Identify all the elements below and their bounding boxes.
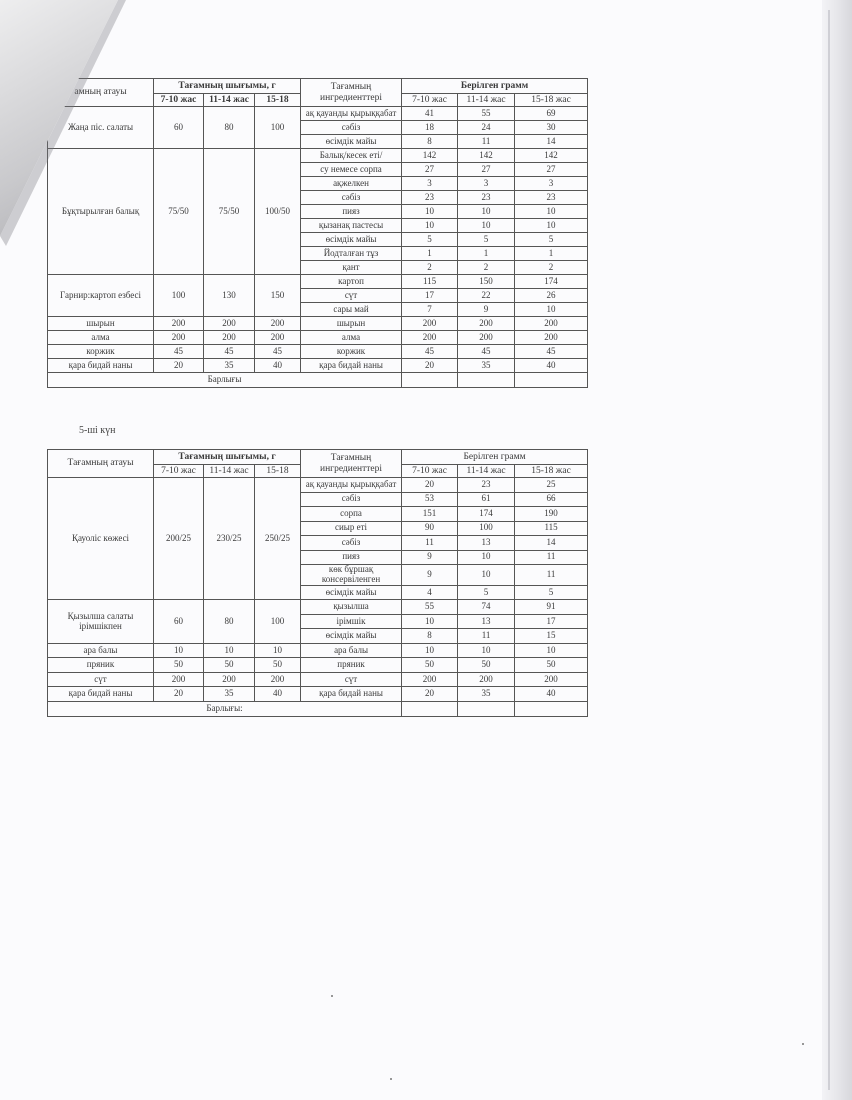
dish-name-cell: сүт [48,672,154,687]
grams-cell: 53 [402,492,458,507]
grams-cell: 200 [402,317,458,331]
ingredient-cell: ақжелкен [301,177,402,191]
grams-cell: 50 [458,658,515,673]
yield-cell: 200 [204,331,255,345]
ingredient-cell: қара бидай наны [301,687,402,702]
ingredient-cell: өсімдік майы [301,135,402,149]
header-ingredients: Тағамның ингредиенттері [301,79,402,107]
grams-cell: 23 [402,191,458,205]
header-age-15-18: 15-18 жас [515,465,588,478]
dish-name-cell: алма [48,331,154,345]
table-row [48,149,588,163]
grams-cell: 11 [515,565,588,586]
grams-cell: 15 [515,629,588,644]
grams-cell: 10 [515,303,588,317]
table-row [48,331,588,345]
yield-cell: 50 [255,658,301,673]
yield-cell: 10 [204,643,255,658]
header-dish-name: амның атауы [48,79,154,107]
ingredient-cell: сары май [301,303,402,317]
grams-cell: 22 [458,289,515,303]
scan-speck [390,1078,392,1080]
ingredient-cell: өсімдік майы [301,629,402,644]
dish-name-cell: Жаңа піс. салаты [48,107,154,149]
grams-cell: 10 [515,643,588,658]
yield-cell: 100 [154,275,204,317]
grams-cell: 174 [458,507,515,522]
grams-cell: 27 [458,163,515,177]
yield-cell: 45 [204,345,255,359]
grams-cell: 10 [458,550,515,565]
grams-cell: 150 [458,275,515,289]
grams-cell: 200 [458,672,515,687]
ingredient-cell: пияз [301,205,402,219]
ingredient-cell: пряник [301,658,402,673]
grams-cell: 1 [515,247,588,261]
yield-cell: 75/50 [204,149,255,275]
yield-cell: 200 [154,317,204,331]
grams-cell: 45 [458,345,515,359]
grams-cell: 200 [515,672,588,687]
ingredient-cell: қызанақ пастесы [301,219,402,233]
grams-cell: 115 [402,275,458,289]
yield-cell: 200 [154,672,204,687]
grams-cell: 9 [402,565,458,586]
grams-cell: 3 [402,177,458,191]
grams-cell: 41 [402,107,458,121]
ingredient-cell: сәбіз [301,536,402,551]
grams-cell: 10 [458,205,515,219]
grams-cell: 45 [402,345,458,359]
dish-name-cell: ара балы [48,643,154,658]
grams-cell: 200 [458,317,515,331]
header-age-11-14: 11-14 жас [458,94,515,107]
grams-cell: 100 [458,521,515,536]
grams-cell: 23 [458,191,515,205]
yield-cell: 230/25 [204,478,255,600]
yield-cell: 35 [204,687,255,702]
yield-cell: 130 [204,275,255,317]
grams-cell: 55 [458,107,515,121]
grams-cell: 10 [458,643,515,658]
ingredient-cell: коржик [301,345,402,359]
grams-cell: 74 [458,600,515,615]
grams-cell: 35 [458,687,515,702]
grams-cell: 20 [402,359,458,373]
yield-cell: 60 [154,107,204,149]
ingredient-cell: өсімдік майы [301,585,402,600]
table-row [48,658,588,673]
grams-cell: 200 [515,317,588,331]
table-row [48,317,588,331]
grams-cell: 23 [458,478,515,493]
grams-cell: 200 [402,331,458,345]
dish-name-cell: Қауоліс көжесі [48,478,154,600]
grams-cell: 5 [515,585,588,600]
grams-cell: 10 [402,205,458,219]
header-given-grams: Берілген грамм [402,450,588,465]
ingredient-cell: көк бұршақ консервіленген [301,565,402,586]
yield-cell: 80 [204,600,255,644]
ingredient-cell: су немесе сорпа [301,163,402,177]
yield-cell: 200 [204,672,255,687]
grams-cell: 30 [515,121,588,135]
grams-cell: 200 [515,331,588,345]
total-value-cell [458,701,515,716]
ingredient-cell: өсімдік майы [301,233,402,247]
grams-cell: 1 [402,247,458,261]
dish-name-cell: шырын [48,317,154,331]
yield-cell: 20 [154,687,204,702]
grams-cell: 2 [515,261,588,275]
dish-name-cell: пряник [48,658,154,673]
ingredient-cell: Йодталған тұз [301,247,402,261]
grams-cell: 151 [402,507,458,522]
header-given-grams: Берілген грамм [402,79,588,94]
dish-name-cell: Бұқтырылған балық [48,149,154,275]
grams-cell: 8 [402,135,458,149]
scan-speck [331,995,333,997]
grams-cell: 142 [458,149,515,163]
grams-cell: 11 [402,536,458,551]
grams-cell: 5 [402,233,458,247]
page-edge [822,0,852,1100]
ingredient-cell: картоп [301,275,402,289]
grams-cell: 190 [515,507,588,522]
total-value-cell [515,373,588,388]
header-age-15-18: 15-18 [255,465,301,478]
yield-cell: 75/50 [154,149,204,275]
yield-cell: 200 [255,331,301,345]
yield-cell: 100 [255,600,301,644]
header-age-11-14: 11-14 жас [458,465,515,478]
header-age-7-10: 7-10 жас [402,94,458,107]
total-value-cell [402,701,458,716]
header-age-7-10: 7-10 жас [154,94,204,107]
grams-cell: 4 [402,585,458,600]
grams-cell: 50 [402,658,458,673]
menu-table-day5 [47,449,588,717]
header-yield: Тағамның шығымы, г [154,79,301,94]
ingredient-cell: қара бидай наны [301,359,402,373]
header-age-15-18: 15-18 [255,94,301,107]
ingredient-cell: сәбіз [301,121,402,135]
grams-cell: 10 [402,614,458,629]
yield-cell: 200 [255,672,301,687]
grams-cell: 40 [515,687,588,702]
grams-cell: 14 [515,135,588,149]
grams-cell: 8 [402,629,458,644]
total-row [48,701,588,716]
yield-cell: 35 [204,359,255,373]
ingredient-cell: шырын [301,317,402,331]
grams-cell: 11 [458,629,515,644]
dish-name-cell: қара бидай наны [48,359,154,373]
grams-cell: 17 [402,289,458,303]
total-label: Барлығы [48,373,402,388]
dish-name-cell: Гарнир:картоп езбесі [48,275,154,317]
yield-cell: 250/25 [255,478,301,600]
grams-cell: 13 [458,536,515,551]
yield-cell: 45 [255,345,301,359]
total-label: Барлығы: [48,701,402,716]
grams-cell: 10 [458,219,515,233]
yield-cell: 80 [204,107,255,149]
header-age-7-10: 7-10 жас [402,465,458,478]
grams-cell: 14 [515,536,588,551]
ingredient-cell: ара балы [301,643,402,658]
grams-cell: 10 [515,219,588,233]
total-row [48,373,588,388]
grams-cell: 27 [515,163,588,177]
table-row [48,107,588,121]
header-age-11-14: 11-14 жас [204,465,255,478]
grams-cell: 23 [515,191,588,205]
table-row [48,643,588,658]
grams-cell: 20 [402,478,458,493]
page-edge-line [828,10,830,1090]
ingredient-cell: Балық/кесек еті/ [301,149,402,163]
grams-cell: 18 [402,121,458,135]
yield-cell: 40 [255,687,301,702]
yield-cell: 150 [255,275,301,317]
grams-cell: 174 [515,275,588,289]
grams-cell: 200 [458,331,515,345]
yield-cell: 200/25 [154,478,204,600]
total-value-cell [402,373,458,388]
grams-cell: 115 [515,521,588,536]
grams-cell: 142 [402,149,458,163]
grams-cell: 69 [515,107,588,121]
ingredient-cell: сәбіз [301,191,402,205]
ingredient-cell: пияз [301,550,402,565]
yield-cell: 60 [154,600,204,644]
table-row [48,345,588,359]
yield-cell: 20 [154,359,204,373]
grams-cell: 50 [515,658,588,673]
table-row [48,275,588,289]
dish-name-cell: Қызылша салаты ірімшікпен [48,600,154,644]
dish-name-cell: коржик [48,345,154,359]
yield-cell: 100/50 [255,149,301,275]
grams-cell: 10 [515,205,588,219]
ingredient-cell: ақ қауанды қырыққабат [301,478,402,493]
grams-cell: 3 [458,177,515,191]
header-yield: Тағамның шығымы, г [154,450,301,465]
grams-cell: 9 [458,303,515,317]
yield-cell: 200 [154,331,204,345]
grams-cell: 10 [458,565,515,586]
yield-cell: 50 [204,658,255,673]
ingredient-cell: сиыр еті [301,521,402,536]
yield-cell: 10 [255,643,301,658]
grams-cell: 5 [458,233,515,247]
table-row [48,478,588,493]
ingredient-cell: қант [301,261,402,275]
grams-cell: 27 [402,163,458,177]
header-age-15-18: 15-18 жас [515,94,588,107]
total-value-cell [515,701,588,716]
grams-cell: 3 [515,177,588,191]
yield-cell: 200 [204,317,255,331]
grams-cell: 1 [458,247,515,261]
day-label: 5-ші күн [79,425,116,436]
grams-cell: 11 [458,135,515,149]
grams-cell: 45 [515,345,588,359]
yield-cell: 45 [154,345,204,359]
scan-speck [802,1043,804,1045]
grams-cell: 13 [458,614,515,629]
grams-cell: 5 [515,233,588,247]
table-row [48,600,588,615]
yield-cell: 50 [154,658,204,673]
grams-cell: 2 [402,261,458,275]
yield-cell: 200 [255,317,301,331]
grams-cell: 7 [402,303,458,317]
grams-cell: 90 [402,521,458,536]
yield-cell: 10 [154,643,204,658]
table-row [48,672,588,687]
grams-cell: 35 [458,359,515,373]
grams-cell: 91 [515,600,588,615]
grams-cell: 20 [402,687,458,702]
total-value-cell [458,373,515,388]
ingredient-cell: қызылша [301,600,402,615]
header-dish-name: Тағамның атауы [48,450,154,478]
header-age-11-14: 11-14 жас [204,94,255,107]
grams-cell: 2 [458,261,515,275]
grams-cell: 25 [515,478,588,493]
table-row [48,687,588,702]
grams-cell: 66 [515,492,588,507]
header-age-7-10: 7-10 жас [154,465,204,478]
grams-cell: 26 [515,289,588,303]
ingredient-cell: ірімшік [301,614,402,629]
yield-cell: 40 [255,359,301,373]
ingredient-cell: сорпа [301,507,402,522]
grams-cell: 17 [515,614,588,629]
grams-cell: 142 [515,149,588,163]
ingredient-cell: сүт [301,289,402,303]
grams-cell: 24 [458,121,515,135]
menu-table-day4 [47,78,588,388]
grams-cell: 55 [402,600,458,615]
yield-cell: 100 [255,107,301,149]
ingredient-cell: сәбіз [301,492,402,507]
grams-cell: 11 [515,550,588,565]
ingredient-cell: ақ қауанды қырыққабат [301,107,402,121]
table-row [48,359,588,373]
grams-cell: 61 [458,492,515,507]
grams-cell: 10 [402,219,458,233]
grams-cell: 40 [515,359,588,373]
dish-name-cell: қара бидай наны [48,687,154,702]
grams-cell: 9 [402,550,458,565]
grams-cell: 5 [458,585,515,600]
ingredient-cell: алма [301,331,402,345]
grams-cell: 10 [402,643,458,658]
grams-cell: 200 [402,672,458,687]
header-ingredients: Тағамның ингредиенттері [301,450,402,478]
ingredient-cell: сүт [301,672,402,687]
